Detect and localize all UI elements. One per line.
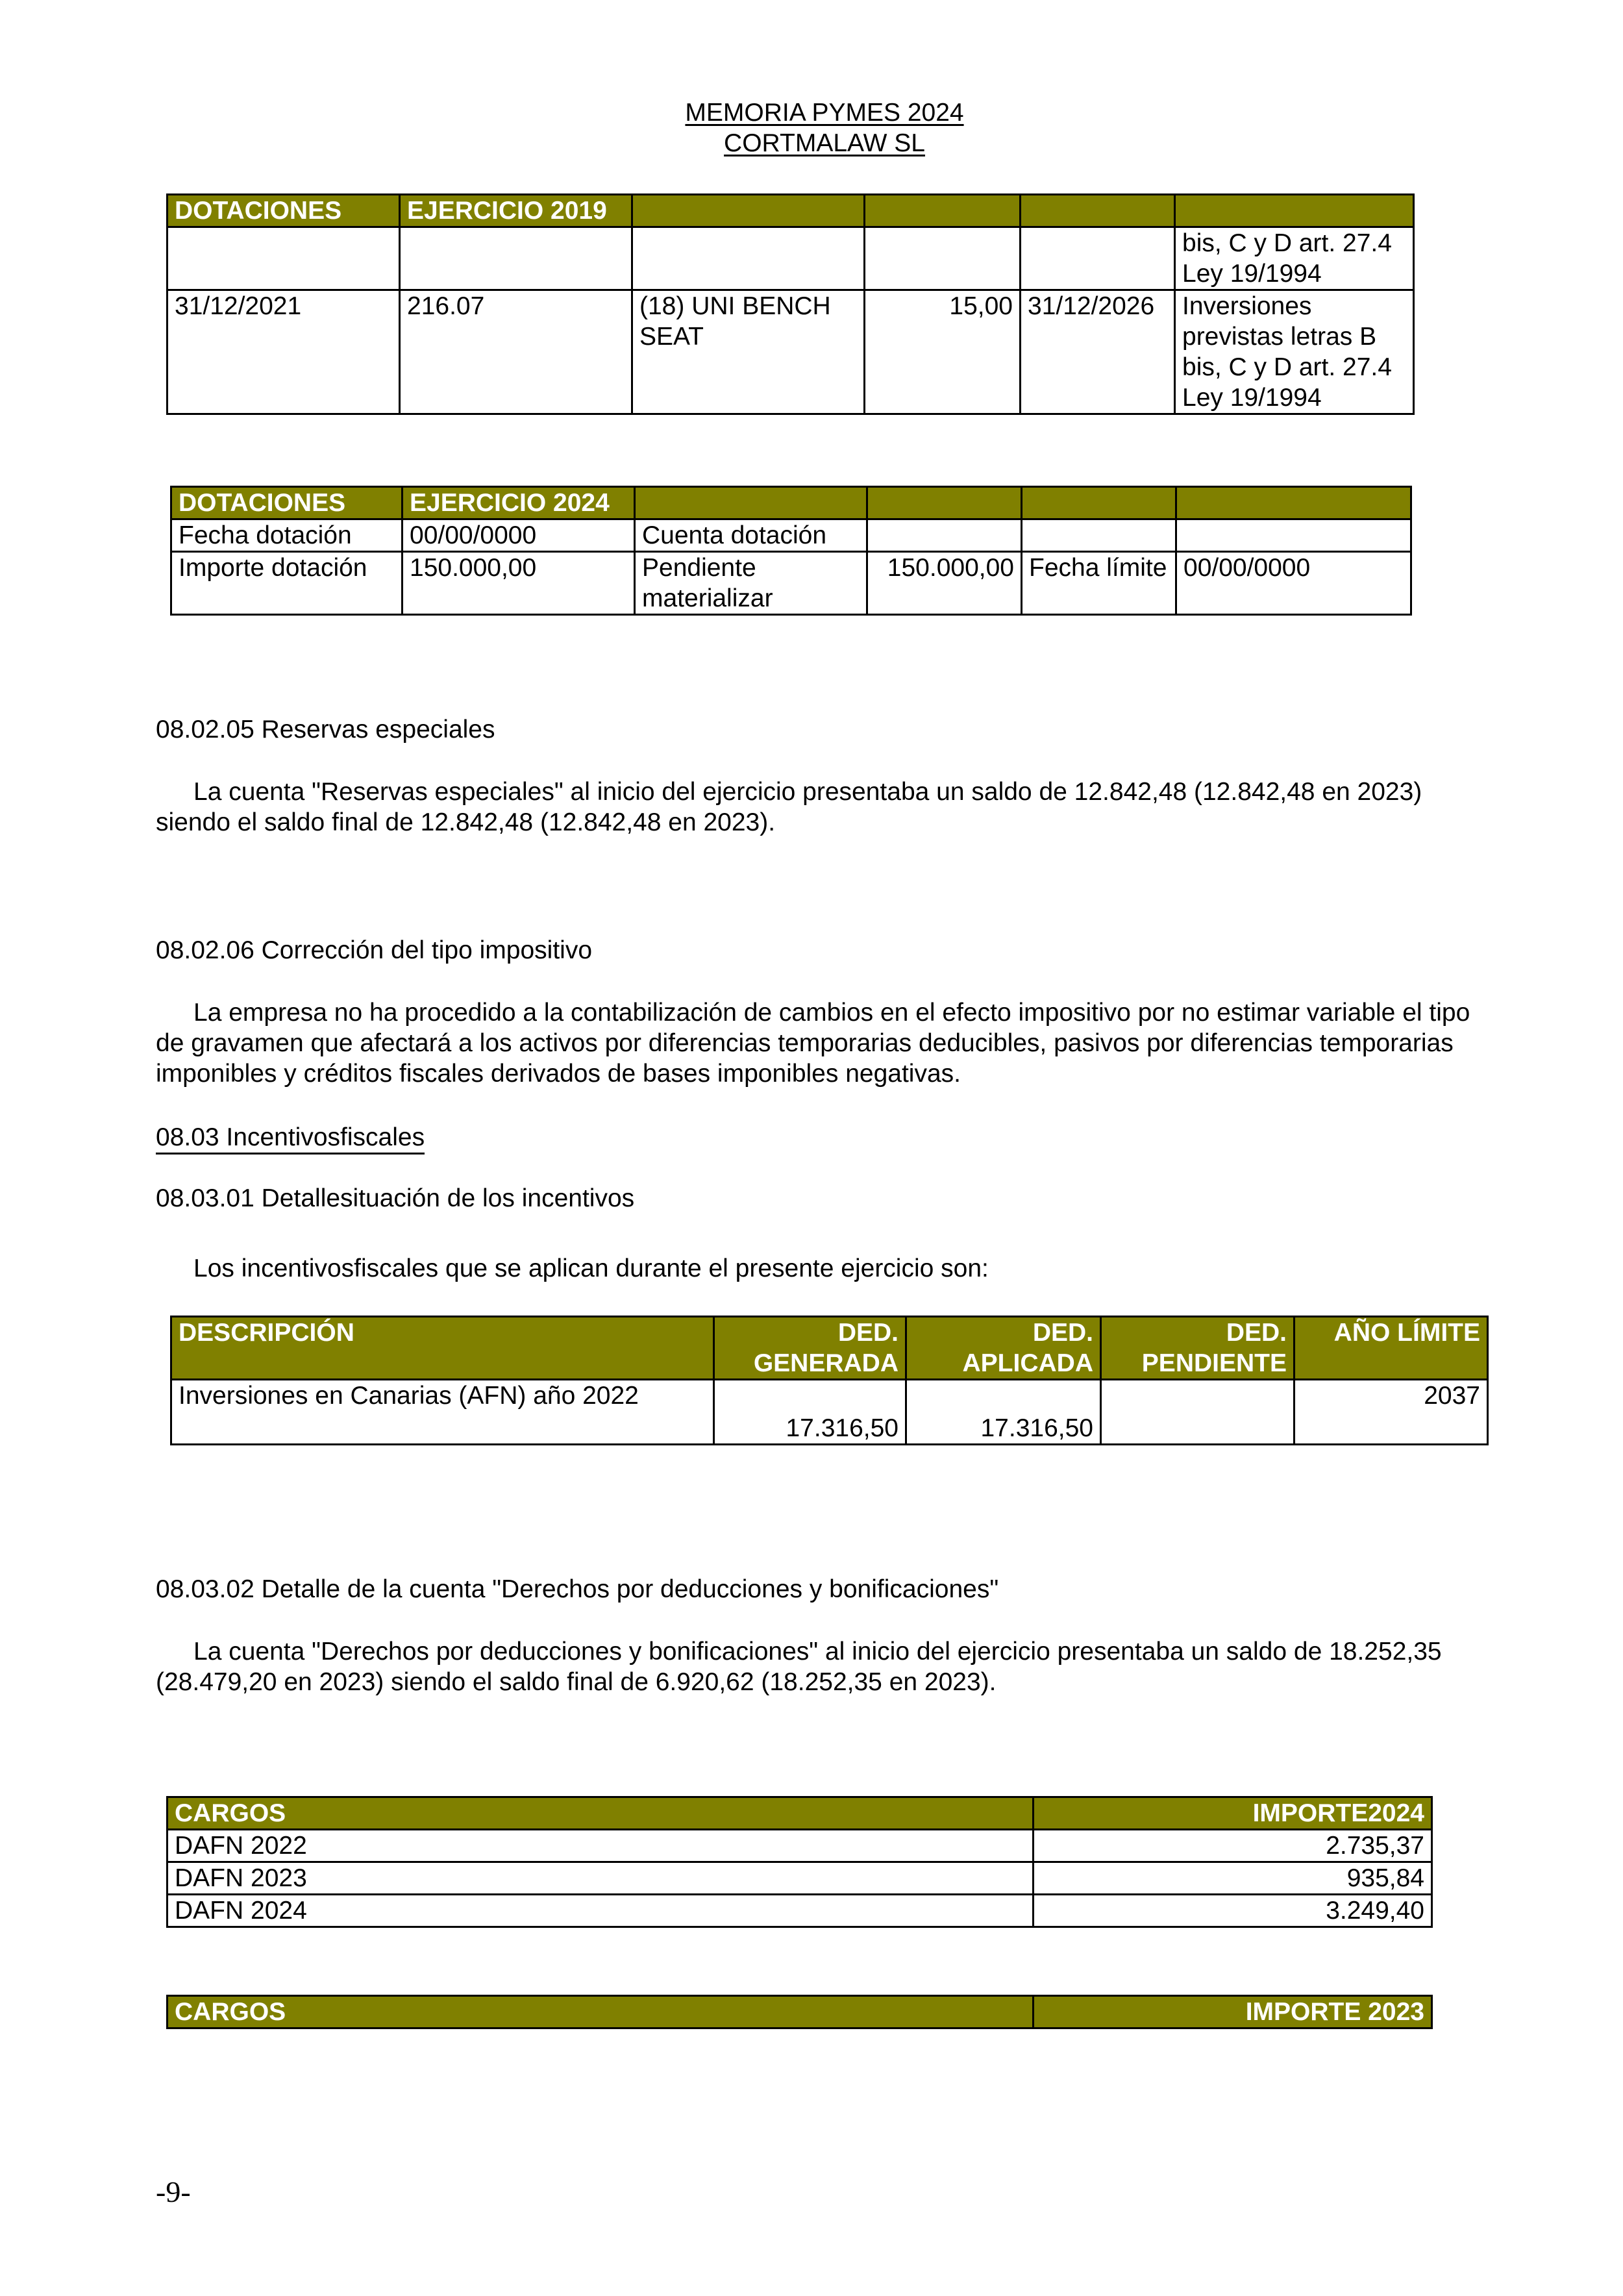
header-company: CORTMALAW SL (724, 129, 925, 157)
header-cell: DESCRIPCIÓN (171, 1317, 714, 1380)
header-title: MEMORIA PYMES 2024 (685, 99, 964, 127)
table-row (167, 1830, 1432, 1862)
section-title-incentivos-text: 08.03 Incentivosfiscales (156, 1123, 425, 1154)
table-cell: (18) UNI BENCH SEAT (632, 290, 865, 414)
table-row (171, 552, 1411, 615)
header-cell: IMPORTE 2023 (1034, 1996, 1432, 2028)
table-header-row (171, 487, 1411, 519)
table-cell: 2.735,37 (1034, 1830, 1432, 1862)
cargos-2024-table (166, 1796, 1433, 1928)
table-cell: Cuenta dotación (635, 519, 867, 552)
table-cell: 15,00 (865, 290, 1021, 414)
table-cell: 2037 (1295, 1380, 1488, 1445)
header-cell: CARGOS (167, 1996, 1034, 2028)
section-title-derechos: 08.03.02 Detalle de la cuenta "Derechos por deducciones y bonificaciones" (156, 1575, 999, 1603)
table-cell: 17.316,50 (906, 1380, 1101, 1445)
header-cell: DED. GENERADA (714, 1317, 906, 1380)
dotaciones-2019-table (166, 193, 1415, 415)
table-row (167, 227, 1414, 290)
header-cell: DOTACIONES (171, 487, 403, 519)
table-cell: 17.316,50 (714, 1380, 906, 1445)
table-cell: DAFN 2024 (167, 1895, 1034, 1927)
table-cell: Importe dotación (171, 552, 403, 615)
table-cell: 150.000,00 (867, 552, 1022, 615)
table-cell: Pendiente materializar (635, 552, 867, 615)
header-cell: CARGOS (167, 1797, 1034, 1830)
table-cell: 00/00/0000 (1176, 552, 1411, 615)
table-cell: 31/12/2021 (167, 290, 400, 414)
cargos-2023-table (166, 1995, 1433, 2029)
table-row (171, 1380, 1488, 1445)
page-number: -9- (156, 2175, 191, 2208)
table-cell: 150.000,00 (403, 552, 635, 615)
table-cell: Fecha dotación (171, 519, 403, 552)
paragraph-derechos: La cuenta "Derechos por deducciones y bonificaciones" al inicio del ejercicio presentaba un saldo de 18.252,35 (28.479,20 en 2023) siendo el saldo final de 6.920,62 (18.252,35 en 2023). (156, 1638, 1442, 1696)
paragraph-correccion: La empresa no ha procedido a la contabilización de cambios en el efecto impositivo por no estimar variable el tipo de gravamen que afectará a los activos por diferencias temporarias deducibles, pasivos por diferencias temporarias imponibles y créditos fiscales derivados de bases imponibles negativas. (156, 999, 1470, 1088)
section-title-reservas: 08.02.05 Reservas especiales (156, 716, 495, 743)
table-row (171, 519, 1411, 552)
paragraph-reservas: La cuenta "Reservas especiales" al inicio del ejercicio presentaba un saldo de 12.842,48 (12.842,48 en 2023) siendo el saldo final de 12.842,48 (12.842,48 en 2023). (156, 778, 1422, 836)
table-cell: DAFN 2023 (167, 1862, 1034, 1895)
paragraph-incentivos-intro: Los incentivosfiscales que se aplican durante el presente ejercicio son: (193, 1254, 989, 1282)
subsection-title-detalle: 08.03.01 Detallesituación de los incentivos (156, 1184, 635, 1212)
header-cell: EJERCICIO 2024 (403, 487, 635, 519)
dotaciones-2024-table (170, 486, 1412, 616)
table-cell: Inversiones previstas letras B bis, C y D art. 27.4 Ley 19/1994 (1175, 290, 1414, 414)
header-cell: IMPORTE2024 (1034, 1797, 1432, 1830)
table-header-row (171, 1317, 1488, 1380)
table-header-row (167, 1797, 1432, 1830)
table-row (167, 1895, 1432, 1927)
table-cell: Inversiones en Canarias (AFN) año 2022 (171, 1380, 714, 1445)
header-cell: DED. APLICADA (906, 1317, 1101, 1380)
table-cell: 935,84 (1034, 1862, 1432, 1895)
section-title-correccion: 08.02.06 Corrección del tipo impositivo (156, 936, 593, 964)
table-row (167, 290, 1414, 414)
header-cell: DED. PENDIENTE (1101, 1317, 1295, 1380)
document-header (0, 97, 1623, 158)
table-cell: DAFN 2022 (167, 1830, 1034, 1862)
header-cell: AÑO LÍMITE (1295, 1317, 1488, 1380)
header-cell: EJERCICIO 2019 (400, 195, 632, 227)
table-row (167, 1862, 1432, 1895)
header-cell: DOTACIONES (167, 195, 400, 227)
table-cell (1101, 1380, 1295, 1445)
table-header-row (167, 1996, 1432, 2028)
incentivos-table (170, 1316, 1489, 1445)
table-cell: Fecha límite (1022, 552, 1176, 615)
table-header-row (167, 195, 1414, 227)
table-cell: 216.07 (400, 290, 632, 414)
table-cell: 3.249,40 (1034, 1895, 1432, 1927)
table-cell: bis, C y D art. 27.4 Ley 19/1994 (1175, 227, 1414, 290)
section-title-incentivos (156, 1122, 1487, 1153)
table-cell: 00/00/0000 (403, 519, 635, 552)
table-cell: 31/12/2026 (1021, 290, 1175, 414)
